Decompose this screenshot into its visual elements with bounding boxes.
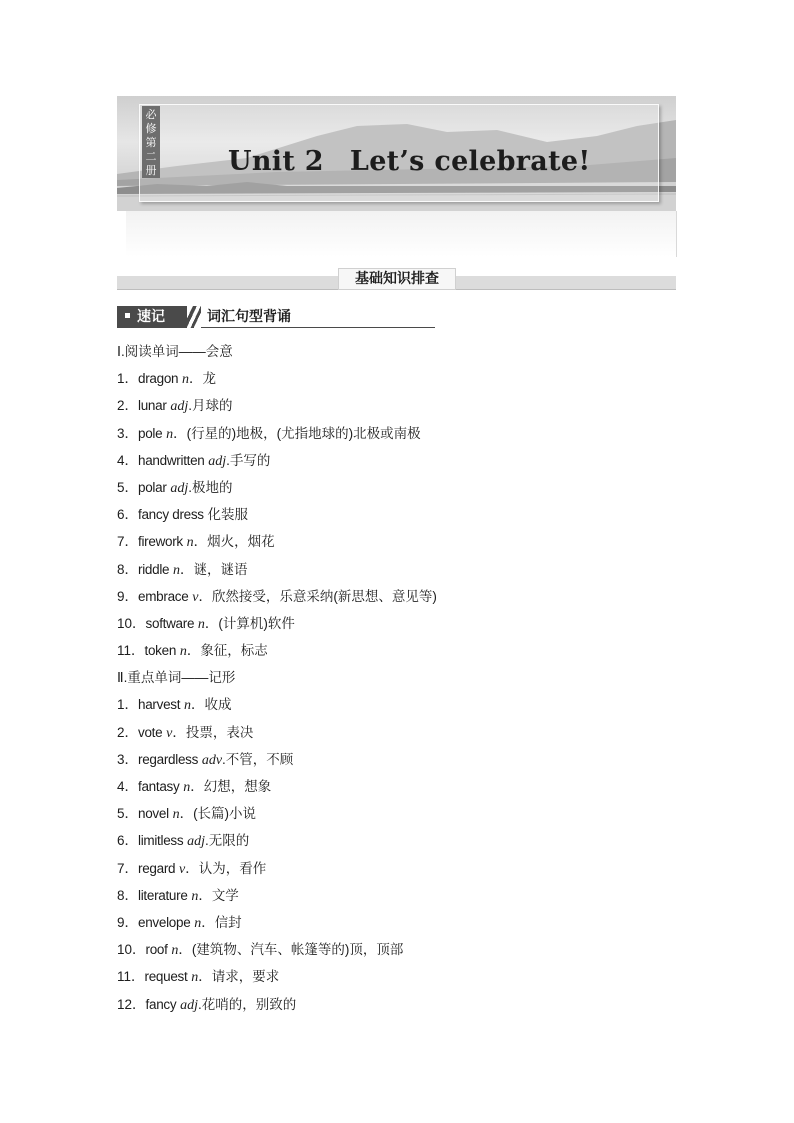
item-part-of-speech: adj [187,834,205,850]
vocab-item [117,478,677,505]
vocabulary-list [117,342,677,1022]
item-part-of-speech: n [171,943,179,959]
item-number: 11． [117,643,145,659]
item-meaning: (行星的)地极，(尤指地球的)北极或南极 [186,425,421,441]
vocab-item [117,967,677,994]
item-part-of-speech: n [179,644,187,660]
item-pos-separator: ． [190,779,204,794]
slash-divider-icon [185,306,201,328]
unit-title [228,146,591,186]
tag-dark-label: 速记 [137,309,165,325]
item-pos-separator: ． [198,588,212,604]
item-pos-separator: . [226,452,230,468]
item-word: literature [138,887,188,903]
item-word: regardless [138,751,199,767]
item-word: fancy dress [138,507,204,523]
item-meaning: 无限的 [208,833,250,849]
item-part-of-speech: n [172,807,180,823]
item-word: token [144,643,177,659]
item-meaning: 信封 [214,914,242,930]
vocab-item [117,451,677,478]
item-number: 7． [117,534,139,550]
item-pos-separator: ． [172,724,186,740]
item-pos-separator: ． [179,806,194,822]
item-pos-separator: ． [189,371,203,387]
item-number: 9． [117,588,139,604]
item-meaning: 极地的 [191,479,233,495]
item-part-of-speech: adj [170,480,189,496]
item-meaning: 收成 [204,697,232,713]
item-part-of-speech: n [166,426,174,442]
item-number: 6． [117,833,139,849]
item-pos-separator: . [188,398,192,414]
item-number: 2． [117,398,139,414]
tag-dark-box [117,306,187,328]
banner-shadow-box [126,211,677,257]
item-meaning: (建筑物、汽车、帐篷等的)顶，顶部 [191,942,404,958]
vocab-item [117,995,677,1022]
item-pos-separator: . [197,996,202,1012]
item-part-of-speech: n [186,535,194,551]
item-pos-separator: ． [190,697,205,713]
item-number: 1． [117,697,139,713]
item-word: vote [138,724,163,740]
item-meaning: 投票，表决 [185,724,254,740]
item-meaning: 谜，谜语 [193,561,248,577]
item-word: dragon [138,371,179,387]
item-number: 6． [117,507,139,523]
group-heading: Ⅰ.阅读单词——会意 [117,344,233,359]
item-meaning: 龙 [202,371,217,387]
item-pos-separator: ． [186,643,201,659]
item-meaning: 不管，不顾 [225,751,294,767]
item-word: riddle [138,561,170,577]
item-word: request [144,969,188,985]
item-number: 11． [117,969,145,985]
vocab-item [117,804,677,831]
item-word: harvest [138,697,181,713]
item-word: embrace [138,588,189,604]
item-part-of-speech: adj [208,453,227,469]
item-part-of-speech: v [166,725,173,741]
group-heading: Ⅱ.重点单词——记形 [117,670,236,686]
item-part-of-speech: adj [170,399,189,415]
item-meaning: 手写的 [229,452,271,468]
vocab-item [117,505,677,532]
item-word: regard [138,860,176,876]
item-pos-separator: ． [178,942,192,958]
item-number: 10． [117,942,146,958]
vocab-item [117,886,677,913]
item-part-of-speech: adv [201,752,223,768]
item-pos-separator: ． [173,425,187,441]
item-pos-separator: ． [198,887,212,903]
item-part-of-speech: adj [180,997,198,1013]
item-meaning: 烟火，烟花 [207,534,275,550]
vocab-item [117,859,677,886]
item-number: 5． [117,806,139,822]
vocab-item [117,532,677,559]
item-number: 3． [117,425,139,441]
vocab-item [117,560,677,587]
item-word: software [145,615,195,631]
vocab-item [117,641,677,668]
item-word: firework [138,534,183,550]
tag-light-label: 词汇句型背诵 [201,306,435,328]
unit-name: Let’s celebrate! [349,146,591,177]
item-word: lunar [138,398,167,414]
item-word: handwritten [138,452,205,468]
vocab-item [117,940,677,967]
vocab-item [117,831,677,858]
item-meaning: 化装服 [207,507,249,523]
item-word: novel [138,806,169,822]
vocab-item [117,369,677,396]
item-pos-separator: ． [201,914,215,930]
item-pos-separator: ． [193,534,208,550]
vocab-item [117,614,677,641]
item-part-of-speech: n [191,888,199,904]
volume-label: 必修第二册 [142,106,160,178]
item-meaning: 认为，看作 [198,860,267,876]
item-part-of-speech: v [192,589,199,605]
item-number: 4． [117,779,139,794]
item-meaning: 幻想，想象 [203,779,272,794]
item-word: fancy [145,996,177,1012]
item-word: envelope [138,914,191,930]
vocab-item [117,396,677,423]
vocab-item [117,587,677,614]
item-meaning: 月球的 [191,398,233,414]
item-meaning: 花哨的，别致的 [201,996,297,1012]
item-number: 8． [117,887,139,903]
item-number: 4． [117,452,139,468]
square-bullet-icon [125,313,130,318]
item-number: 8． [117,561,139,577]
item-number: 12． [117,996,146,1012]
item-meaning: 象征，标志 [200,643,268,659]
item-number: 3． [117,751,139,767]
item-word: roof [145,942,168,958]
item-pos-separator: ． [180,561,194,577]
item-meaning: (计算机)软件 [218,615,295,631]
vocab-item [117,913,677,940]
vocab-item [117,777,677,804]
item-part-of-speech: n [183,698,191,714]
item-number: 7． [117,860,139,876]
item-number: 9． [117,914,139,930]
item-number: 5． [117,479,139,495]
item-pos-separator: . [222,751,226,767]
item-pos-separator: ． [198,969,212,985]
item-word: pole [138,425,163,441]
vocab-item [117,723,677,750]
item-number: 10． [117,615,146,631]
item-word: limitless [138,833,184,849]
quick-memo-tag [117,306,435,328]
item-meaning: 文学 [211,887,239,903]
item-pos-separator: ． [204,615,219,631]
vocab-item [117,750,677,777]
unit-number: Unit 2 [228,146,324,177]
item-part-of-speech: n [183,780,191,795]
item-pos-separator: . [188,479,192,495]
vocab-item [117,424,677,451]
item-number: 2． [117,724,139,740]
item-word: fantasy [138,779,180,794]
item-part-of-speech: n [182,372,190,388]
item-part-of-speech: n [191,970,199,986]
section-title: 基础知识排查 [338,268,456,290]
item-part-of-speech: v [179,861,186,877]
item-word: polar [138,479,167,495]
item-meaning: 请求，要求 [211,969,280,985]
item-meaning: 欣然接受，乐意采纳(新思想、意见等) [211,588,437,604]
item-pos-separator: ． [185,860,199,876]
item-pos-separator: . [204,833,209,849]
item-part-of-speech: n [197,616,205,632]
item-part-of-speech: n [173,562,180,578]
vocab-item [117,695,677,722]
item-meaning: (长篇)小说 [193,806,257,822]
item-part-of-speech: n [194,915,202,931]
item-number: 1． [117,371,139,387]
